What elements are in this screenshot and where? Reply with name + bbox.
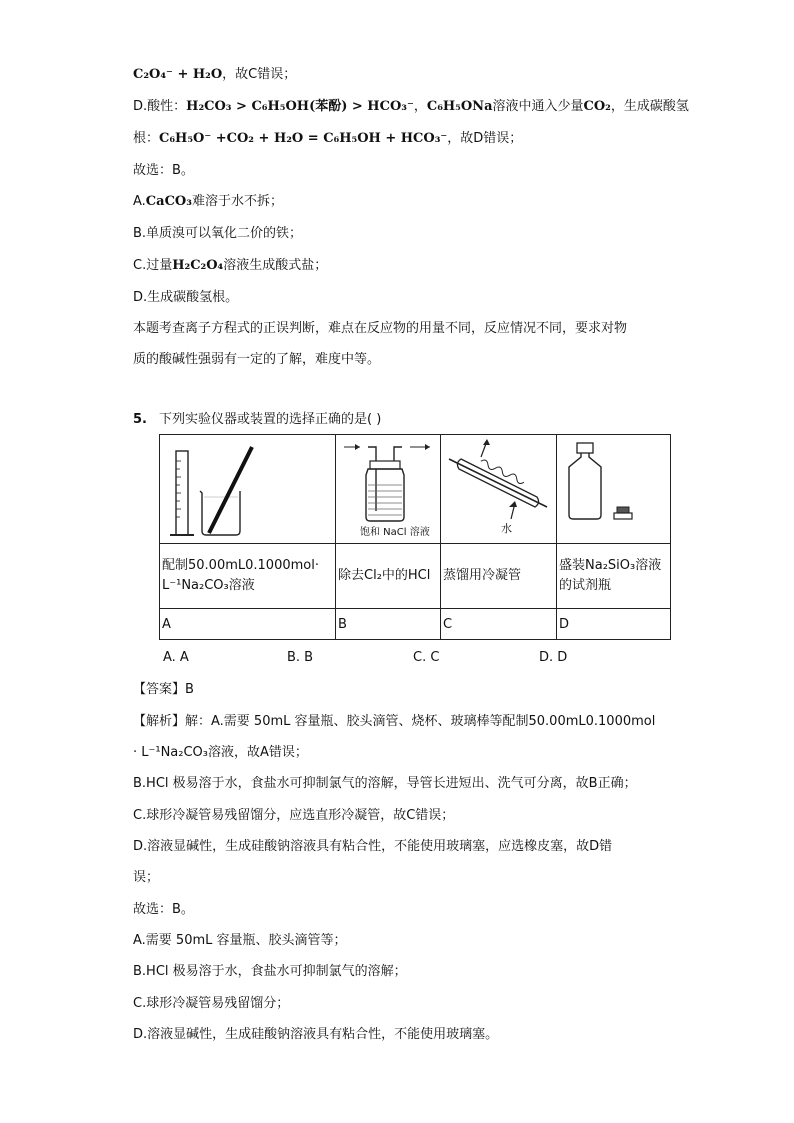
text: C.过量 bbox=[133, 258, 173, 273]
analysis-line: D.溶液显碱性，生成硅酸钠溶液具有粘合性，不能使用玻璃塞，应选橡皮塞，故D错 bbox=[133, 839, 613, 854]
text: ，生成碳酸氢 bbox=[610, 99, 689, 114]
text: ，故C错误； bbox=[222, 67, 297, 82]
analysis-line: C.球形冷凝管易残留馏分； bbox=[133, 996, 290, 1011]
formula: C₆H₅ONa bbox=[426, 99, 493, 114]
option-c-letter: C bbox=[441, 609, 557, 640]
reagent-bottle-stopper-icon bbox=[559, 435, 668, 539]
formula: CO₂ bbox=[583, 99, 611, 114]
prev-line-3 bbox=[133, 130, 522, 148]
option-a-image-cell bbox=[160, 435, 336, 544]
formula: C₆H₅O⁻ +CO₂ + H₂O = C₆H₅OH + HCO₃⁻ bbox=[159, 131, 448, 146]
image-caption: 饱和 NaCl 溶液 bbox=[360, 527, 430, 538]
volumetric-cylinder-beaker-icon bbox=[162, 435, 333, 539]
label-line: 配制50.00mL0.1000mol· bbox=[162, 558, 319, 573]
choice-b[interactable]: B. B bbox=[287, 650, 314, 665]
analysis-line: B.HCl 极易溶于水，食盐水可抑制氯气的溶解； bbox=[133, 964, 407, 979]
analysis-line: C.球形冷凝管易残留馏分，应选直形冷凝管，故C错误； bbox=[133, 808, 455, 823]
prev-line-6: B.单质溴可以氧化二价的铁； bbox=[133, 226, 303, 241]
label-line: 盛装Na₂SiO₃溶液 bbox=[559, 558, 662, 573]
analysis-line: 误； bbox=[133, 870, 160, 885]
options-table bbox=[159, 434, 671, 640]
option-b-image-cell bbox=[336, 435, 441, 544]
text: D.酸性： bbox=[133, 99, 187, 114]
analysis-line: 故选：B。 bbox=[133, 902, 194, 917]
choice-d[interactable]: D. D bbox=[539, 650, 568, 665]
prev-line-8: D.生成碳酸氢根。 bbox=[133, 290, 239, 305]
prev-line-2 bbox=[133, 98, 689, 116]
analysis-line: A.需要 50mL 容量瓶、胶头滴管等； bbox=[133, 933, 347, 948]
formula: CaCO₃ bbox=[145, 194, 192, 209]
analysis-line: 【解析】解：A.需要 50mL 容量瓶、胶头滴管、烧杯、玻璃棒等配制50.00mL0.1000mol bbox=[133, 714, 656, 729]
prev-line-5 bbox=[133, 193, 283, 211]
analysis-line: B.HCl 极易溶于水，食盐水可抑制氯气的溶解，导管长进短出、洗气可分离，故B正确； bbox=[133, 776, 637, 791]
answer-line: 【答案】B bbox=[133, 682, 194, 697]
question-number: 5. bbox=[133, 412, 147, 427]
choice-c[interactable]: C. C bbox=[413, 650, 440, 665]
option-c-image-cell bbox=[441, 435, 557, 544]
text: 根： bbox=[133, 131, 160, 146]
option-a-letter: A bbox=[160, 609, 336, 640]
formula: C₂O₄⁻ + H₂O bbox=[133, 67, 223, 82]
question-stem bbox=[133, 411, 381, 429]
prev-line-4: 故选：B。 bbox=[133, 163, 194, 178]
condenser-tube-icon bbox=[443, 435, 554, 539]
analysis-line: · L⁻¹Na₂CO₃溶液，故A错误； bbox=[133, 745, 308, 760]
prev-line-1 bbox=[133, 66, 296, 84]
analysis-line: D.溶液显碱性，生成硅酸钠溶液具有粘合性，不能使用玻璃塞。 bbox=[133, 1027, 499, 1042]
formula: H₂CO₃ > C₆H₅OH(苯酚) > HCO₃⁻ bbox=[186, 99, 414, 114]
text: 难溶于水不拆； bbox=[191, 194, 283, 209]
text: ， bbox=[413, 99, 427, 114]
text: A. bbox=[133, 194, 146, 209]
gas-washing-bottle-icon bbox=[338, 435, 438, 539]
option-b-letter: B bbox=[336, 609, 441, 640]
prev-line-10: 质的酸碱性强弱有一定的了解，难度中等。 bbox=[133, 352, 381, 367]
option-d-label bbox=[557, 544, 671, 609]
formula: H₂C₂O₄ bbox=[172, 258, 224, 273]
text: 溶液生成酸式盐； bbox=[223, 258, 328, 273]
answer-choices bbox=[163, 650, 603, 668]
choice-a[interactable]: A. A bbox=[163, 650, 189, 665]
question-text: 下列实验仪器或装置的选择正确的是( ) bbox=[158, 412, 382, 427]
option-b-label: 除去Cl₂中的HCl bbox=[336, 544, 441, 609]
text: 溶液中通入少量 bbox=[492, 99, 584, 114]
option-c-label: 蒸馏用冷凝管 bbox=[441, 544, 557, 609]
option-a-label bbox=[160, 544, 336, 609]
option-d-image-cell bbox=[557, 435, 671, 544]
label-line: L⁻¹Na₂CO₃溶液 bbox=[162, 578, 255, 593]
prev-line-7 bbox=[133, 257, 327, 275]
text: ，故D错误； bbox=[447, 131, 523, 146]
option-d-letter: D bbox=[557, 609, 671, 640]
prev-line-9: 本题考查离子方程式的正误判断，难点在反应物的用量不同，反应情况不同，要求对物 bbox=[133, 321, 628, 336]
label-line: 的试剂瓶 bbox=[559, 578, 612, 593]
image-caption: 水 bbox=[501, 522, 512, 535]
